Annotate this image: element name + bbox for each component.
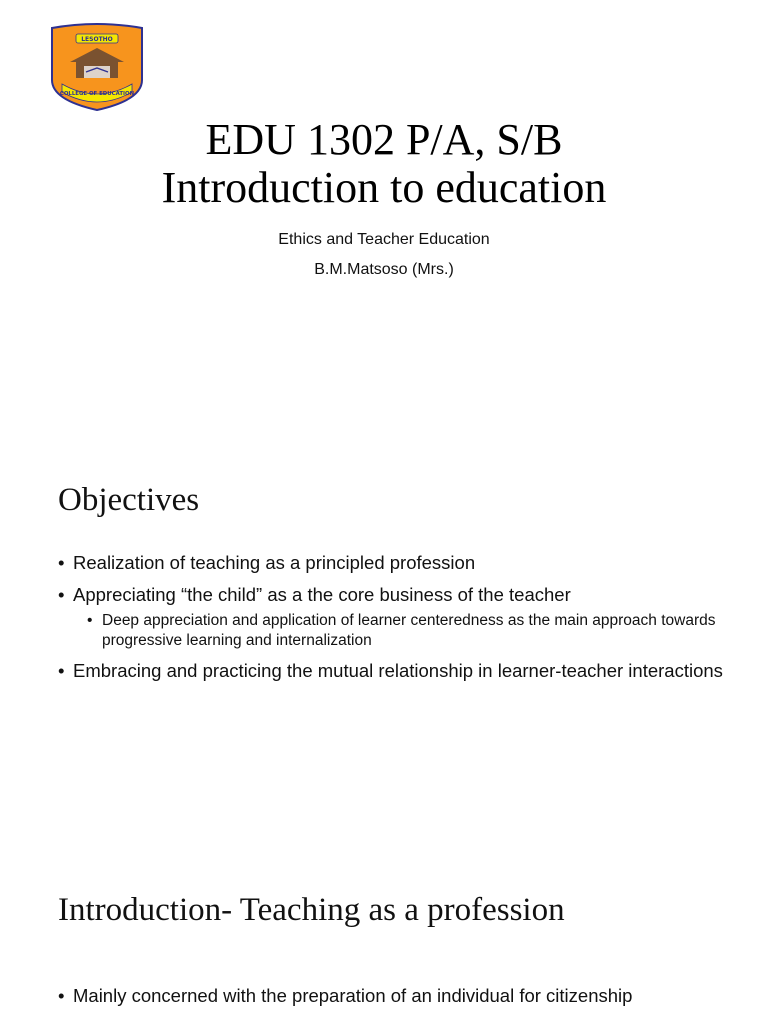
title-line-2: Introduction to education [161,163,607,212]
title-slide [0,0,768,410]
logo-top-text: LESOTHO [81,36,113,43]
slide-title [0,116,768,212]
college-logo [46,22,148,114]
list-item: • Appreciating “the child” as a the core business of the teacher [58,583,728,607]
subtitle-author: B.M.Matsoso (Mrs.) [314,261,454,278]
subtitle-topic: Ethics and Teacher Education [278,231,490,248]
logo-bottom-text: COLLEGE OF EDUCATION [59,91,135,97]
objectives-slide [0,444,768,824]
list-item: • Realization of teaching as a principled profession [58,551,728,575]
list-subitem: • Deep appreciation and application of learner centeredness as the main approach towards progressive learning and internalization [58,611,728,651]
introduction-heading: Introduction- Teaching as a profession [58,892,565,928]
introduction-list [58,984,728,1016]
list-item: • Embracing and practicing the mutual relationship in learner-teacher interactions [58,659,728,683]
introduction-slide [0,858,768,1024]
objectives-heading: Objectives [58,482,200,518]
objectives-list [58,551,728,691]
title-line-1: EDU 1302 P/A, S/B [205,115,563,164]
list-item: • Mainly concerned with the preparation of an individual for citizenship [58,984,728,1008]
